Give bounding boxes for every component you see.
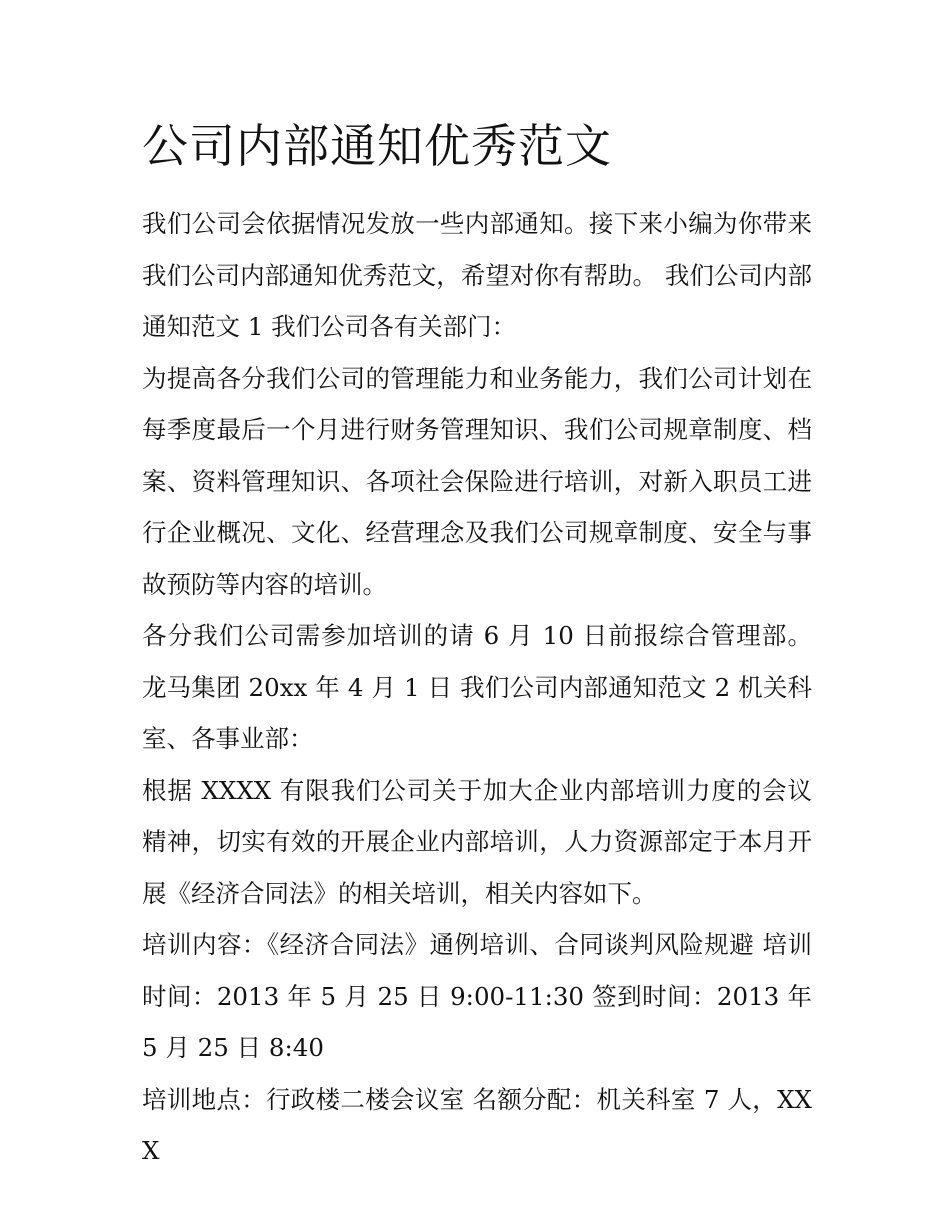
paragraph-training-plan: 为提高各分我们公司的管理能力和业务能力，我们公司计划在每季度最后一个月进行财务管理知识、我们公司规章制度、档案、资料管理知识、各项社会保险进行培训，对新入职员工进行企业概况、文化、经营理念及我们公司规章制度、安全与事故预防等内容的培训。 xyxy=(142,363,812,599)
paragraph-registration: 各分我们公司需参加培训的请 6 月 10 日前报综合管理部。 龙马集团 20xx 年 4 月 1 日 我们公司内部通知范文 2 机关科室、各事业部： xyxy=(142,621,812,753)
paragraph-training-location: 培训地点：行政楼二楼会议室 名额分配：机关科室 7 人，XXX xyxy=(142,1084,812,1165)
document-body xyxy=(142,198,812,1177)
paragraph-contract-law-training: 根据 XXXX 有限我们公司关于加大企业内部培训力度的会议精神，切实有效的开展企业内部培训，人力资源部定于本月开展《经济合同法》的相关培训，相关内容如下。 xyxy=(142,775,812,908)
document-title: 公司内部通知优秀范文 xyxy=(142,119,612,173)
paragraph-intro: 我们公司会依据情况发放一些内部通知。接下来小编为你带来我们公司内部通知优秀范文，希望对你有帮助。 我们公司内部通知范文 1 我们公司各有关部门： xyxy=(142,209,812,341)
paragraph-training-schedule: 培训内容：《经济合同法》通例培训、合同谈判风险规避 培训时间：2013 年 5 月 25 日 9:00-11:30 签到时间：2013 年 5 月 25 日 8:40 xyxy=(142,930,812,1062)
